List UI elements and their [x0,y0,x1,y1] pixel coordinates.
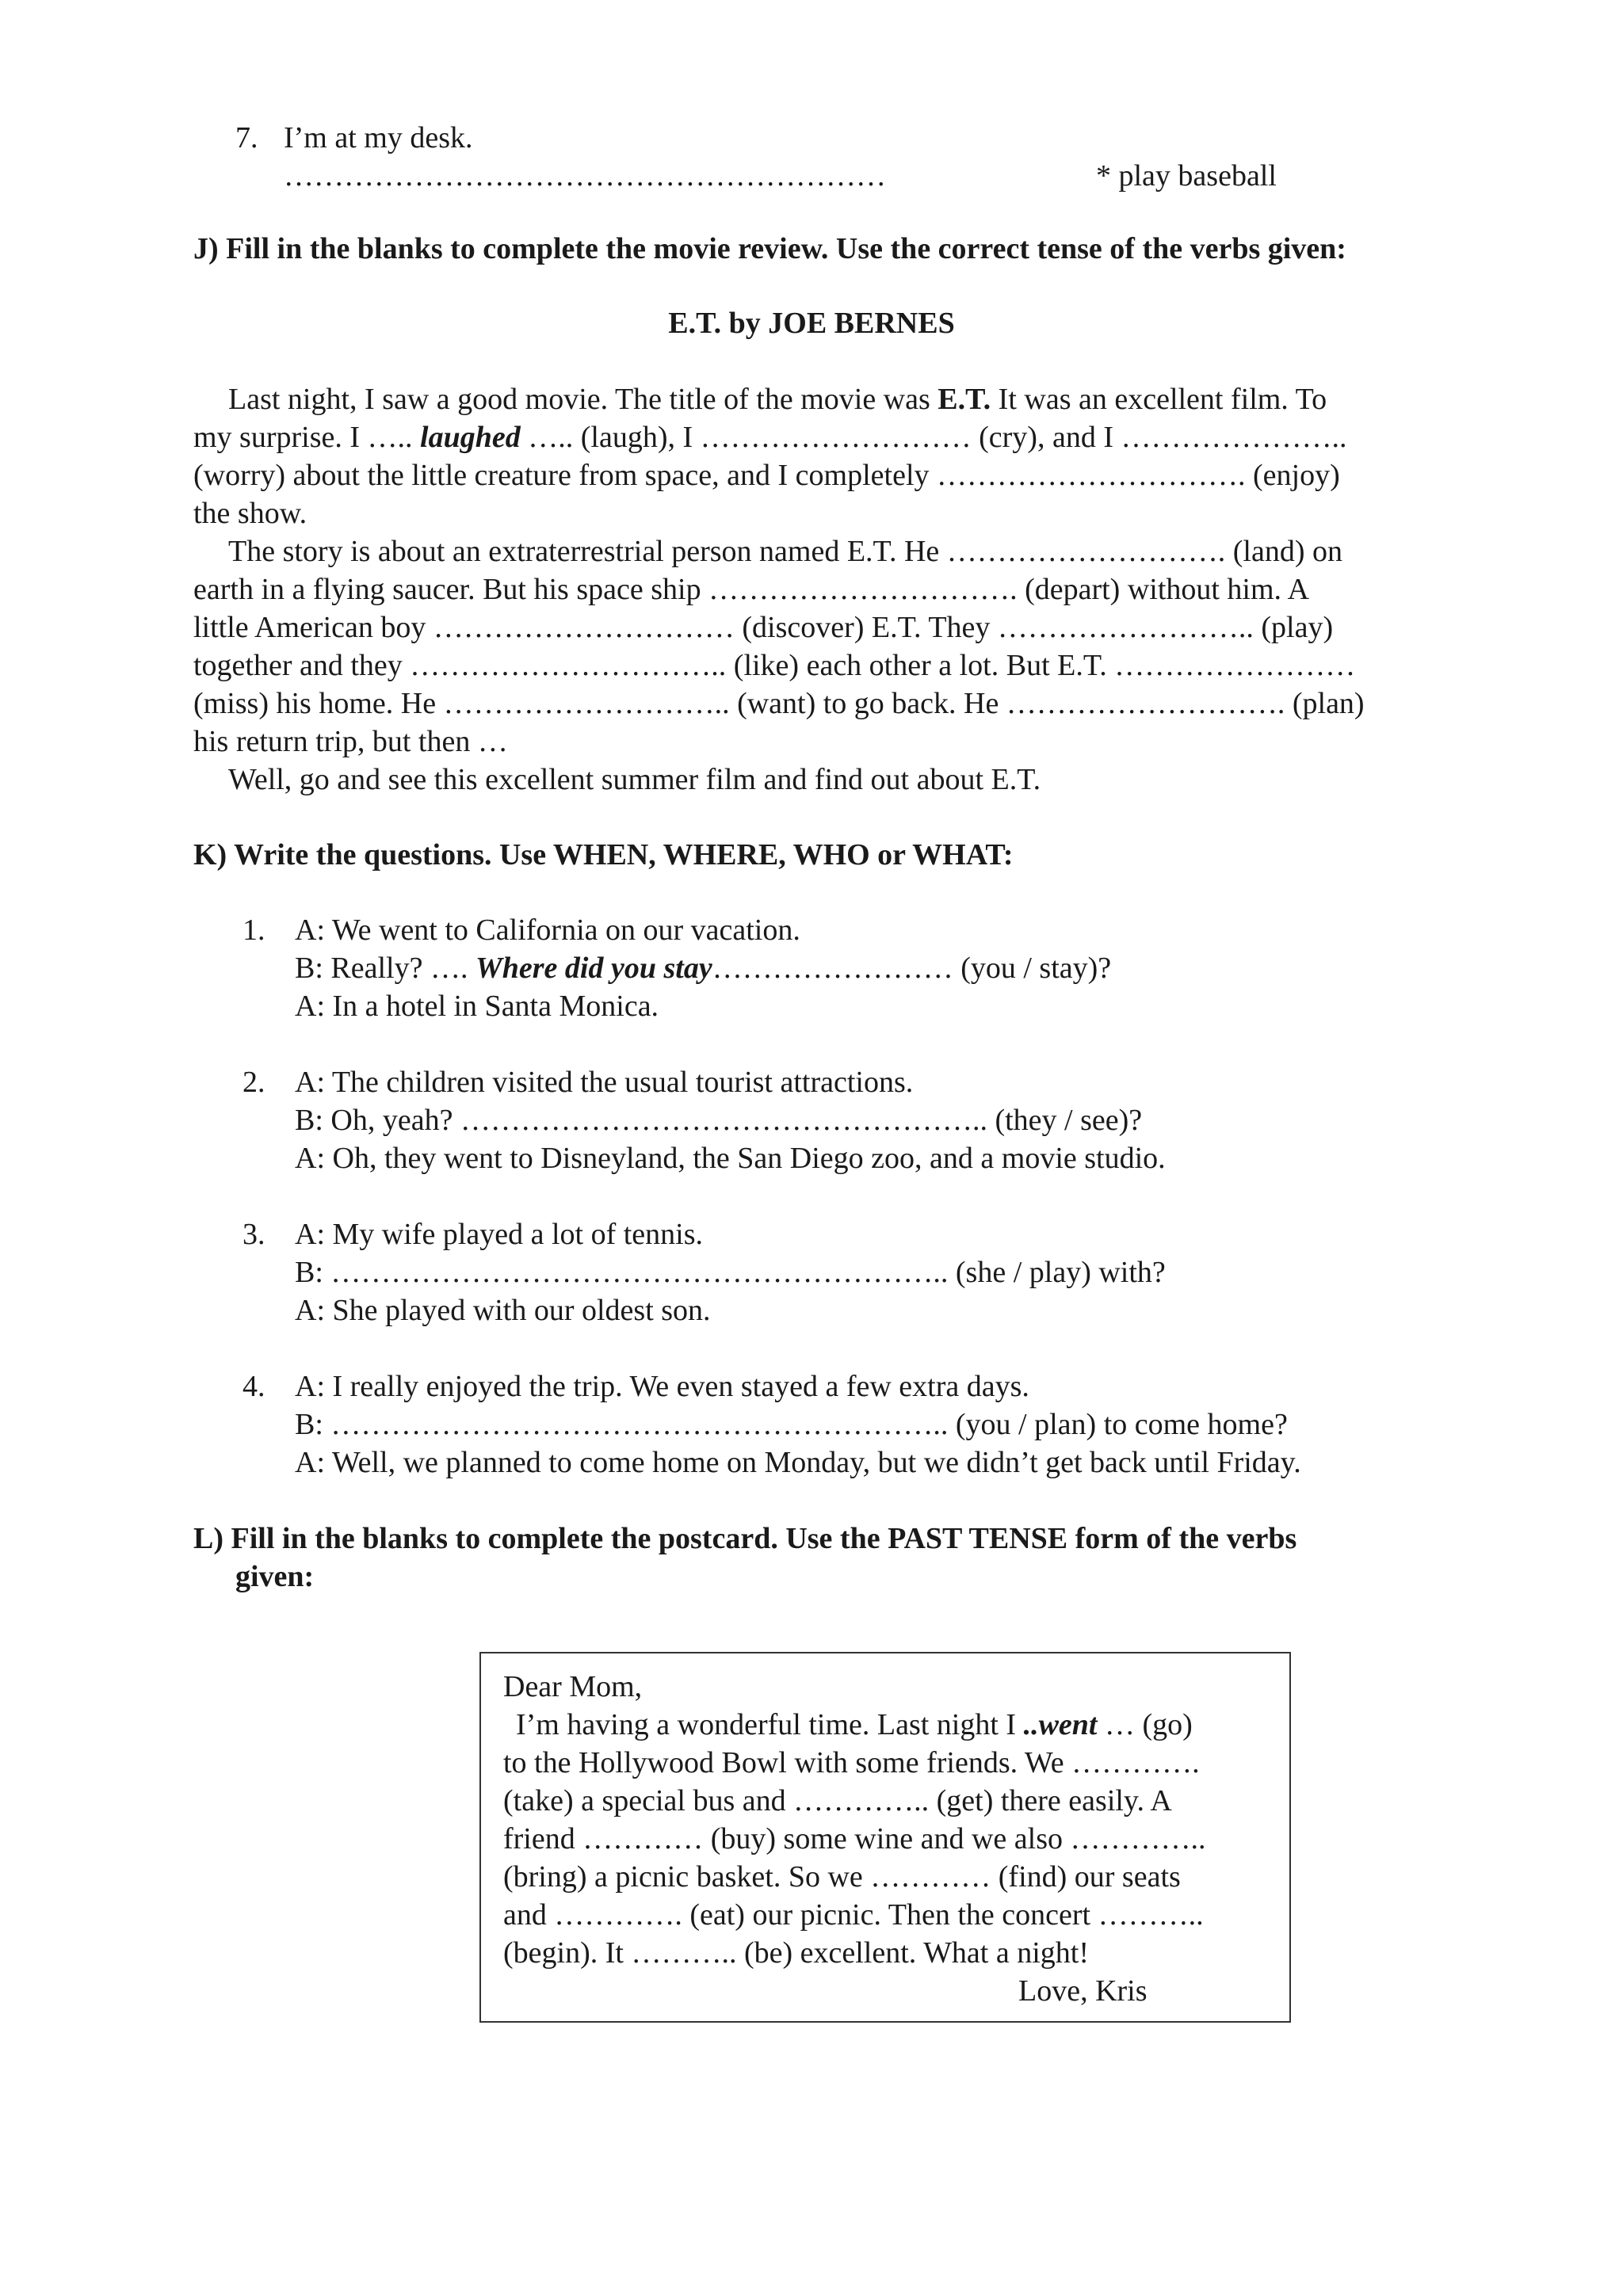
example-answer: Where did you stay [475,952,712,985]
review-line: (worry) about the little creature from space, and I completely …………………………. (enjoy) [193,459,1340,492]
postcard-line: and …………. (eat) our picnic. Then the concert ……….. [503,1898,1204,1932]
dialogue-line: B: …………………………………………………….. (she / play) with? [295,1256,1166,1289]
dialogue-line: A: Well, we planned to come home on Monday, but we didn’t get back until Friday. [295,1446,1301,1479]
review-line: The story is about an extraterrestrial person named E.T. He ………………………. (land) on [228,535,1342,568]
review-line: earth in a flying saucer. But his space ship …………………………. (depart) without him. A [193,573,1309,606]
dialogue-line: A: Oh, they went to Disneyland, the San Diego zoo, and a movie studio. [295,1142,1166,1175]
section-l-heading-continued: given: [235,1560,315,1593]
review-line: little American boy ………………………… (discover) E.T. They …………………….. (play) [193,611,1334,644]
dialogue-line: A: She played with our oldest son. [295,1294,711,1327]
section-j-heading: J) Fill in the blanks to complete the movie review. Use the correct tense of the verbs given: [193,232,1346,265]
hint-text: * play baseball [1096,159,1277,193]
postcard-signoff: Love, Kris [1018,1974,1148,2008]
postcard-box [479,1652,1291,2023]
item-number: 4. [242,1370,265,1403]
postcard-line: (begin). It ……….. (be) excellent. What a night! [503,1936,1089,1970]
item-number: 3. [242,1218,265,1251]
item-number: 2. [242,1066,265,1099]
postcard-line: to the Hollywood Bowl with some friends. We …………. [503,1746,1200,1779]
review-line: the show. [193,497,307,530]
review-line: my surprise. I ….. laughed ….. (laugh), I ……………………… (cry), and I ………………….. [193,421,1347,454]
dialogue-line: A: I really enjoyed the trip. We even stayed a few extra days. [295,1370,1029,1403]
postcard-line: I’m having a wonderful time. Last night I ..went … (go) [516,1708,1193,1741]
dialogue-line: B: Oh, yeah? …………………………………………….. (they / see)? [295,1104,1143,1137]
review-line: Well, go and see this excellent summer film and find out about E.T. [228,763,1041,796]
review-title: E.T. by JOE BERNES [668,307,955,340]
dialogue-line: B: Really? …. Where did you stay…………………… (you / stay)? [295,952,1112,985]
dialogue-line: A: The children visited the usual tourist attractions. [295,1066,914,1099]
postcard-greeting: Dear Mom, [503,1670,643,1703]
example-answer: ..went [1023,1708,1098,1741]
example-answer: laughed [420,421,521,454]
review-line: (miss) his home. He ……………………….. (want) to go back. He ………………………. (plan) [193,687,1365,720]
section-l-heading: L) Fill in the blanks to complete the postcard. Use the PAST TENSE form of the verbs [193,1522,1297,1555]
postcard-line: friend ………… (buy) some wine and we also ………….. [503,1822,1206,1855]
review-line: his return trip, but then … [193,725,508,758]
dialogue-line: A: In a hotel in Santa Monica. [295,990,659,1023]
dialogue-line: A: We went to California on our vacation. [295,913,800,947]
postcard-line: (bring) a picnic basket. So we ………… (find) our seats [503,1860,1181,1894]
answer-blank: …………………………………………………… [284,159,886,193]
item-number: 7. [235,121,258,154]
item-number: 1. [242,913,265,947]
section-k-heading: K) Write the questions. Use WHEN, WHERE, WHO or WHAT: [193,838,1014,871]
review-line: Last night, I saw a good movie. The title of the movie was E.T. It was an excellent film. To [228,383,1327,416]
postcard-line: (take) a special bus and ………….. (get) there easily. A [503,1784,1172,1817]
item-sentence: I’m at my desk. [284,121,473,154]
dialogue-line: A: My wife played a lot of tennis. [295,1218,704,1251]
dialogue-line: B: …………………………………………………….. (you / plan) to come home? [295,1408,1288,1441]
review-line: together and they ………………………….. (like) each other a lot. But E.T. …………………… [193,649,1356,682]
